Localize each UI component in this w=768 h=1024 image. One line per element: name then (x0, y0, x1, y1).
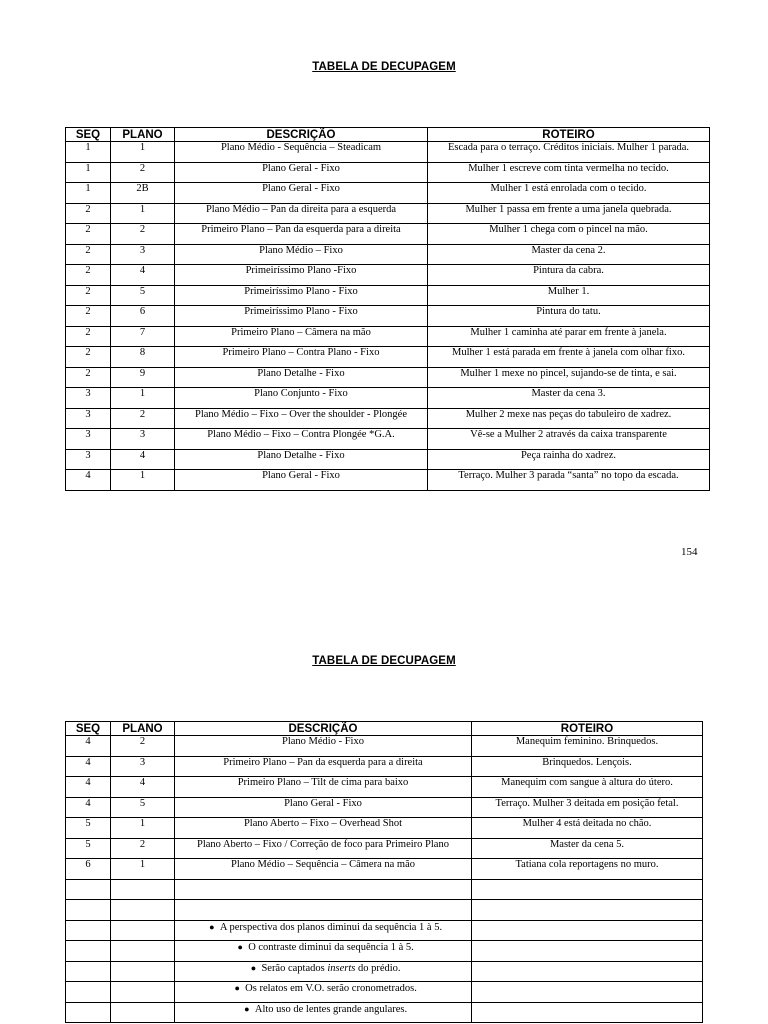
cell-roteiro: Pintura do tatu. (428, 306, 710, 327)
table-row (66, 859, 703, 880)
decupage-table-2 (65, 721, 703, 1023)
cell-seq: 5 (66, 818, 111, 839)
page-number: 154 (681, 546, 698, 558)
table-row (66, 183, 710, 204)
cell-seq (66, 879, 111, 900)
cell-plano: 2 (111, 408, 175, 429)
cell-seq: 4 (66, 797, 111, 818)
cell-roteiro: Mulher 4 está deitada no chão. (472, 818, 703, 839)
empty-cell (472, 941, 703, 962)
cell-descricao: Primeiro Plano – Contra Plano - Fixo (175, 347, 428, 368)
cell-seq: 2 (66, 326, 111, 347)
table-row (66, 367, 710, 388)
note-row (66, 1002, 703, 1023)
cell-plano (111, 900, 175, 921)
table2-body (66, 736, 703, 1023)
cell-roteiro: Escada para o terraço. Créditos iniciais. Mulher 1 parada. (428, 142, 710, 163)
empty-cell (66, 961, 111, 982)
table-row (66, 449, 710, 470)
cell-roteiro: Manequim feminino. Brinquedos. (472, 736, 703, 757)
cell-seq: 1 (66, 183, 111, 204)
table1-body (66, 142, 710, 491)
note-text: O contraste diminui da sequência 1 à 5. (248, 942, 414, 953)
cell-plano: 4 (111, 777, 175, 798)
cell-roteiro: Master da cena 5. (472, 838, 703, 859)
cell-plano: 3 (111, 756, 175, 777)
table-row (66, 388, 710, 409)
table-row (66, 326, 710, 347)
note-text: Serão captados inserts do prédio. (261, 962, 401, 974)
note-item (175, 1002, 472, 1023)
bullet-icon: ● (244, 1003, 250, 1014)
cell-seq: 4 (66, 736, 111, 757)
empty-cell (111, 982, 175, 1003)
cell-descricao: Primeiro Plano – Câmera na mão (175, 326, 428, 347)
cell-roteiro: Tatiana cola reportagens no muro. (472, 859, 703, 880)
table1-header-row (66, 128, 710, 142)
note-row (66, 982, 703, 1003)
table-row (66, 408, 710, 429)
cell-seq: 2 (66, 306, 111, 327)
cell-descricao: Plano Médio - Sequência – Steadicam (175, 142, 428, 163)
cell-descricao: Primeiríssimo Plano -Fixo (175, 265, 428, 286)
cell-descricao: Plano Geral - Fixo (175, 797, 472, 818)
cell-plano: 6 (111, 306, 175, 327)
cell-roteiro: Master da cena 2. (428, 244, 710, 265)
cell-roteiro: Master da cena 3. (428, 388, 710, 409)
cell-descricao: Primeiríssimo Plano - Fixo (175, 285, 428, 306)
cell-seq: 2 (66, 285, 111, 306)
cell-roteiro: Mulher 1 passa em frente a uma janela quebrada. (428, 203, 710, 224)
cell-roteiro: Peça rainha do xadrez. (428, 449, 710, 470)
cell-descricao: Plano Geral - Fixo (175, 470, 428, 491)
table-row (66, 797, 703, 818)
empty-cell (111, 1002, 175, 1023)
cell-plano: 9 (111, 367, 175, 388)
cell-plano: 2 (111, 162, 175, 183)
table-row (66, 142, 710, 163)
cell-seq: 4 (66, 777, 111, 798)
cell-seq: 3 (66, 429, 111, 450)
empty-cell (66, 920, 111, 941)
empty-cell (472, 1002, 703, 1023)
table-row (66, 224, 710, 245)
cell-descricao: Plano Médio – Sequência – Câmera na mão (175, 859, 472, 880)
note-text: A perspectiva dos planos diminui da sequência 1 à 5. (219, 921, 443, 933)
cell-plano: 2 (111, 736, 175, 757)
cell-descricao: Plano Detalhe - Fixo (175, 449, 428, 470)
cell-plano: 8 (111, 347, 175, 368)
cell-seq: 2 (66, 367, 111, 388)
cell-roteiro (472, 900, 703, 921)
cell-roteiro: Mulher 1 chega com o pincel na mão. (428, 224, 710, 245)
note-item (175, 920, 472, 941)
cell-seq: 2 (66, 224, 111, 245)
cell-descricao: Plano Médio – Fixo – Over the shoulder - Plongée (175, 408, 428, 429)
cell-plano: 2B (111, 183, 175, 204)
cell-plano: 3 (111, 244, 175, 265)
cell-descricao: Primeiro Plano – Pan da esquerda para a direita (175, 756, 472, 777)
empty-cell (66, 941, 111, 962)
cell-seq: 2 (66, 347, 111, 368)
cell-plano: 4 (111, 449, 175, 470)
header-seq: SEQ (66, 722, 111, 736)
cell-descricao: Plano Médio – Pan da direita para a esquerda (175, 203, 428, 224)
cell-plano: 2 (111, 838, 175, 859)
cell-roteiro: Mulher 1 está parada em frente à janela com olhar fixo. (428, 347, 710, 368)
cell-descricao: Primeiro Plano – Pan da esquerda para a direita (175, 224, 428, 245)
empty-cell (472, 920, 703, 941)
cell-seq: 6 (66, 859, 111, 880)
header-descricao: DESCRIÇÃO (175, 128, 428, 142)
table-row (66, 777, 703, 798)
table-row (66, 900, 703, 921)
cell-roteiro: Manequim com sangue à altura do útero. (472, 777, 703, 798)
empty-cell (111, 961, 175, 982)
note-row (66, 920, 703, 941)
cell-plano: 1 (111, 859, 175, 880)
cell-descricao (175, 900, 472, 921)
note-item (175, 941, 472, 962)
cell-seq: 1 (66, 162, 111, 183)
header-plano: PLANO (111, 128, 175, 142)
empty-cell (66, 1002, 111, 1023)
cell-plano (111, 879, 175, 900)
table-row (66, 736, 703, 757)
header-roteiro: ROTEIRO (428, 128, 710, 142)
cell-roteiro: Mulher 1 escreve com tinta vermelha no tecido. (428, 162, 710, 183)
cell-descricao: Plano Médio - Fixo (175, 736, 472, 757)
table2-header-row (66, 722, 703, 736)
cell-roteiro: Mulher 2 mexe nas peças do tabuleiro de xadrez. (428, 408, 710, 429)
cell-seq: 3 (66, 408, 111, 429)
cell-seq: 3 (66, 388, 111, 409)
note-row (66, 941, 703, 962)
cell-roteiro: Pintura da cabra. (428, 265, 710, 286)
table-row (66, 203, 710, 224)
note-text: Alto uso de lentes grande angulares. (254, 1003, 408, 1015)
cell-seq: 2 (66, 203, 111, 224)
table-row (66, 306, 710, 327)
decupage-table-1 (65, 127, 710, 491)
cell-seq: 4 (66, 470, 111, 491)
table-row (66, 244, 710, 265)
header-seq: SEQ (66, 128, 111, 142)
cell-roteiro: Brinquedos. Lençois. (472, 756, 703, 777)
cell-plano: 1 (111, 818, 175, 839)
cell-roteiro: Vê-se a Mulher 2 através da caixa transparente (428, 429, 710, 450)
bullet-icon: ● (237, 942, 243, 952)
cell-descricao: Plano Geral - Fixo (175, 183, 428, 204)
empty-cell (111, 941, 175, 962)
cell-plano: 5 (111, 797, 175, 818)
cell-plano: 3 (111, 429, 175, 450)
cell-plano: 4 (111, 265, 175, 286)
table1-title: TABELA DE DECUPAGEM (312, 61, 456, 73)
cell-seq: 3 (66, 449, 111, 470)
header-plano: PLANO (111, 722, 175, 736)
table-row (66, 838, 703, 859)
cell-roteiro: Mulher 1 caminha até parar em frente à janela. (428, 326, 710, 347)
cell-seq: 2 (66, 265, 111, 286)
cell-roteiro: Terraço. Mulher 3 deitada em posição fetal. (472, 797, 703, 818)
cell-descricao: Plano Aberto – Fixo / Correção de foco para Primeiro Plano (175, 838, 472, 859)
cell-plano: 1 (111, 470, 175, 491)
cell-seq: 4 (66, 756, 111, 777)
bullet-icon: ● (209, 921, 215, 932)
bullet-icon: ● (250, 962, 257, 973)
table-row (66, 470, 710, 491)
cell-roteiro: Terraço. Mulher 3 parada “santa” no topo da escada. (428, 470, 710, 491)
note-item (175, 982, 472, 1003)
header-descricao: DESCRIÇÃO (175, 722, 472, 736)
cell-plano: 1 (111, 388, 175, 409)
cell-descricao: Plano Médio – Fixo – Contra Plongée *G.A. (175, 429, 428, 450)
table-row (66, 162, 710, 183)
cell-seq: 1 (66, 142, 111, 163)
table-row (66, 347, 710, 368)
cell-seq: 2 (66, 244, 111, 265)
cell-plano: 5 (111, 285, 175, 306)
cell-roteiro: Mulher 1 mexe no pincel, sujando-se de tinta, e sai. (428, 367, 710, 388)
cell-descricao: Primeiríssimo Plano - Fixo (175, 306, 428, 327)
cell-descricao: Plano Conjunto - Fixo (175, 388, 428, 409)
empty-cell (472, 961, 703, 982)
note-item (175, 961, 472, 982)
cell-seq: 5 (66, 838, 111, 859)
cell-plano: 7 (111, 326, 175, 347)
cell-plano: 1 (111, 142, 175, 163)
empty-cell (66, 982, 111, 1003)
note-text: Os relatos em V.O. serão cronometrados. (245, 983, 417, 994)
cell-roteiro (472, 879, 703, 900)
empty-cell (111, 920, 175, 941)
table-row (66, 879, 703, 900)
table-row (66, 265, 710, 286)
cell-descricao: Plano Detalhe - Fixo (175, 367, 428, 388)
cell-seq (66, 900, 111, 921)
table-row (66, 756, 703, 777)
cell-plano: 2 (111, 224, 175, 245)
cell-descricao: Plano Geral - Fixo (175, 162, 428, 183)
cell-plano: 1 (111, 203, 175, 224)
table-row (66, 285, 710, 306)
cell-descricao: Plano Médio – Fixo (175, 244, 428, 265)
table2-title: TABELA DE DECUPAGEM (312, 655, 456, 667)
cell-descricao: Primeiro Plano – Tilt de cima para baixo (175, 777, 472, 798)
table-row (66, 818, 703, 839)
empty-cell (472, 982, 703, 1003)
cell-descricao: Plano Aberto – Fixo – Overhead Shot (175, 818, 472, 839)
bullet-icon: ● (234, 983, 240, 993)
cell-roteiro: Mulher 1 está enrolada com o tecido. (428, 183, 710, 204)
cell-roteiro: Mulher 1. (428, 285, 710, 306)
table-row (66, 429, 710, 450)
note-row (66, 961, 703, 982)
header-roteiro: ROTEIRO (472, 722, 703, 736)
cell-descricao (175, 879, 472, 900)
